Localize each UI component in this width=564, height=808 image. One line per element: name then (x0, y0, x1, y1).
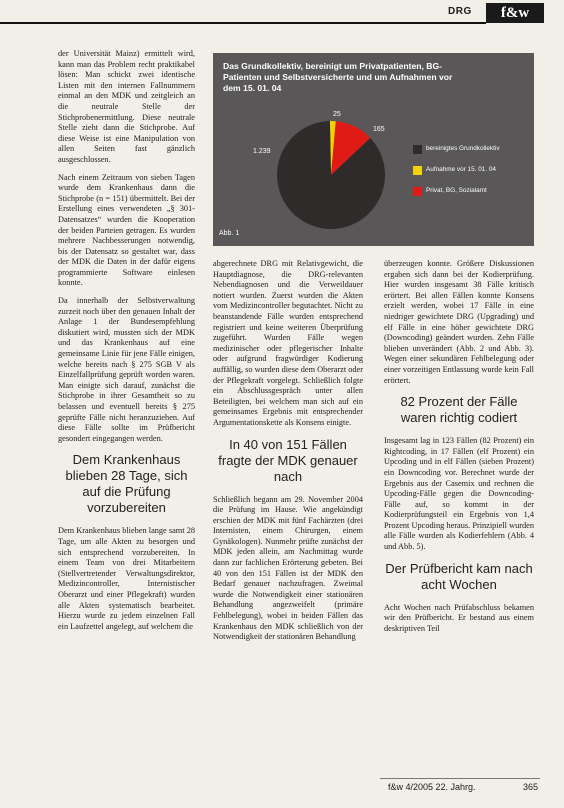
subheading: In 40 von 151 Fällen fragte der MDK genauer nach (218, 436, 358, 484)
footer-rule (380, 778, 540, 779)
legend-item (413, 187, 531, 196)
section-label: DRG (448, 6, 472, 17)
legend-label: Aufnahme vor 15. 01. 04 (426, 166, 496, 173)
slice-value-label: 25 (333, 111, 341, 118)
subheading: 82 Prozent der Fälle waren richtig codiert (400, 394, 518, 426)
chart-legend (413, 145, 531, 208)
page-header (0, 0, 564, 28)
page-number: 365 (522, 782, 538, 792)
paragraph: Schließlich begann am 29. November 2004 die Prüfung im Hause. Wie angekündigt erschien der MDK mit fünf Fachärzten (drei Internisten, einem Chirurgen, einem Gynäkologen). Nunmehr prüfte zunächst der MDK jeden allein, am Nachmittag wurde dann zur fachlichen Erörterung gebeten. Bei 40 von den 151 Fällen ist der MDK den Bedarf genauer nachzufragen. Zweimal wurde die Notwendigkeit einer stationären Behandlung angezweifelt (primäre Fehlbelegung), wobei in beiden Fällen das Krankenhaus den MDK schließlich von der Notwendigkeit der stationären Behandlung (213, 494, 363, 642)
legend-swatch (413, 145, 422, 154)
column-1 (58, 49, 195, 797)
legend-item (413, 145, 531, 154)
journal-issue: f&w 4/2005 22. Jahrg. (388, 782, 476, 792)
paragraph: Da innerhalb der Selbstverwaltung zurzeit noch über den genauen Inhalt der Anlage 1 der Bundesempfehlung diskutiert wird, mussten sich der MDK und das Krankenhaus auf eine gemeinsame Linie für jene Fälle einigen, welche bereits nach § 275 SGB V als Einzelfallprüfung geprüft worden waren. Man einigte sich darauf, zunächst die Stichprobe in ihrer Gesamtheit so zu belassen und eventuell bereits § 275 geprüfte Fälle nicht heranzuziehen. Auf diese Fälle sollte im Prüfbericht gesondert eingegangen werden. (58, 296, 195, 443)
paragraph: Dem Krankenhaus blieben lange samt 28 Tage, um alle Akten zu besorgen und sich entsprechend vorzubereiten. In einem Team von drei Mitarbeitern (Stellvertretender Verwaltungsdirektor, Medizincontroller, Internistischer Oberarzt und einer Pflegekraft) wurden alle Akten systematisch bearbeitet. Hierzu wurde zu jedem einzelnen Fall ein Laufzettel angelegt, auf welchem die (58, 526, 195, 631)
header-rule (0, 22, 486, 24)
legend-label: Privat, BG, Sozialamt (426, 187, 487, 194)
column-2 (213, 259, 363, 650)
legend-swatch (413, 187, 422, 196)
figure-label: Abb. 1 (219, 230, 240, 237)
legend-label: bereinigtes Grundkollektiv (426, 145, 500, 152)
legend-swatch (413, 166, 422, 175)
slice-value-label: 165 (373, 126, 385, 133)
paragraph: der Universität Mainz) ermittelt wird, kann man das Problem recht praktikabel lösen: Man schickt zwei identische Listen mit den internen Fallnummern einmal an den MDK und zeitgleich an die neutrale Stelle der Stichprobenermittlung. Diese neutrale Stelle zieht dann die Stichprobe. Auf diese Weise ist eine Manipulation von allen Seiten fast gänzlich ausgeschlossen. (58, 49, 195, 164)
paragraph: Nach einem Zeitraum von sieben Tagen wurde dem Krankenhaus dann die Stichprobe (n = 151) übermittelt. Bei der Erstellung eines verwendeten „§ 301-Datensatzes“ wurden die Kooperation der beiden Parteien getragen. Es wurden mehrere Nachbesserungen notwendig, bis der Datensatz so gestaltet war, dass der MDK die Daten in der dafür eigens programmierte Software einlesen konnte. (58, 172, 195, 288)
figure-pie-chart (213, 53, 534, 246)
journal-logo: f&w (486, 3, 544, 23)
paragraph: überzeugen konnte. Größere Diskussionen ergaben sich dann bei der Kodierprüfung. Hier wurden insgesamt 38 Fälle kritisch erörtert. Bei allen Fällen konnte Konsens erzielt werden, wobei 17 Fälle in eine niedriger gewichtete DRG (Upgrading) und elf Fälle in eine höher gewichtete DRG (Downcoding) geändert wurden. Zehn Fälle blieben unverändert (Abb. 2 und Abb. 3). Wegen einer sekundären Fehlbelegung oder einer vorzeitigen Entlassung wurde kein Fall erörtert. (384, 259, 534, 385)
paragraph: Acht Wochen nach Prüfabschluss bekamen wir den Prüfbericht. Er bestand aus einem deskriptiven Teil (384, 602, 534, 633)
chart-title: Das Grundkollektiv, bereinigt um Privatpatienten, BG-Patienten und Selbstversicherte und um Aufnahmen vor dem 15. 01. 04 (223, 61, 453, 93)
slice-value-label: 1.239 (253, 148, 271, 155)
legend-item (413, 166, 531, 175)
paragraph: abgerechnete DRG mit Relativgewicht, die Hauptdiagnose, die DRG-relevanten Nebendiagnosen und die Verweildauer notiert wurden. Zuerst wurden die Akten vom Medizincontroller begutachtet. Nicht zu beanstandende Fälle wurden entsprechend registriert und keine weiteren Überprüfung zugeführt. Wurden Fälle wegen medizinischer oder pflegerischer Inhalte oder aufgrund fragwürdiger Kodierung auffällig, so wurden diese dem Oberarzt oder der Pflegekraft vorgelegt. Schließlich folgte ein Abschlussgespräch unter allen Beteiligten, bei welchem man sich auf ein gemeinsames Ergebnis mit entsprechender Argumentationskette als Konsens einigte. (213, 259, 363, 427)
subheading: Dem Krankenhaus blieben 28 Tage, sich auf die Prüfung vorzubereiten (65, 452, 188, 516)
paragraph: Insgesamt lag in 123 Fällen (82 Prozent) ein Rightcoding, in 17 Fällen (elf Prozent) ein Upcoding und in elf Fällen (sieben Prozent) ein Downcoding vor. Berechnet wurde der Ergebnis aus der Casemix und rechnen die Upcoding-Fälle gegen die Downcoding-Fälle auf, so kommt in der Kodierprüfungsteil ein Ergebnis von 1,4 Prozent Upcoding heraus. Prinzipiell wurden alle Fälle wurden als Kodierfehlern (Abb. 4 und Abb. 5). (384, 436, 534, 552)
subheading: Der Prüfbericht kam nach acht Wochen (385, 560, 533, 592)
column-3 (384, 259, 534, 641)
page-footer (388, 782, 538, 792)
